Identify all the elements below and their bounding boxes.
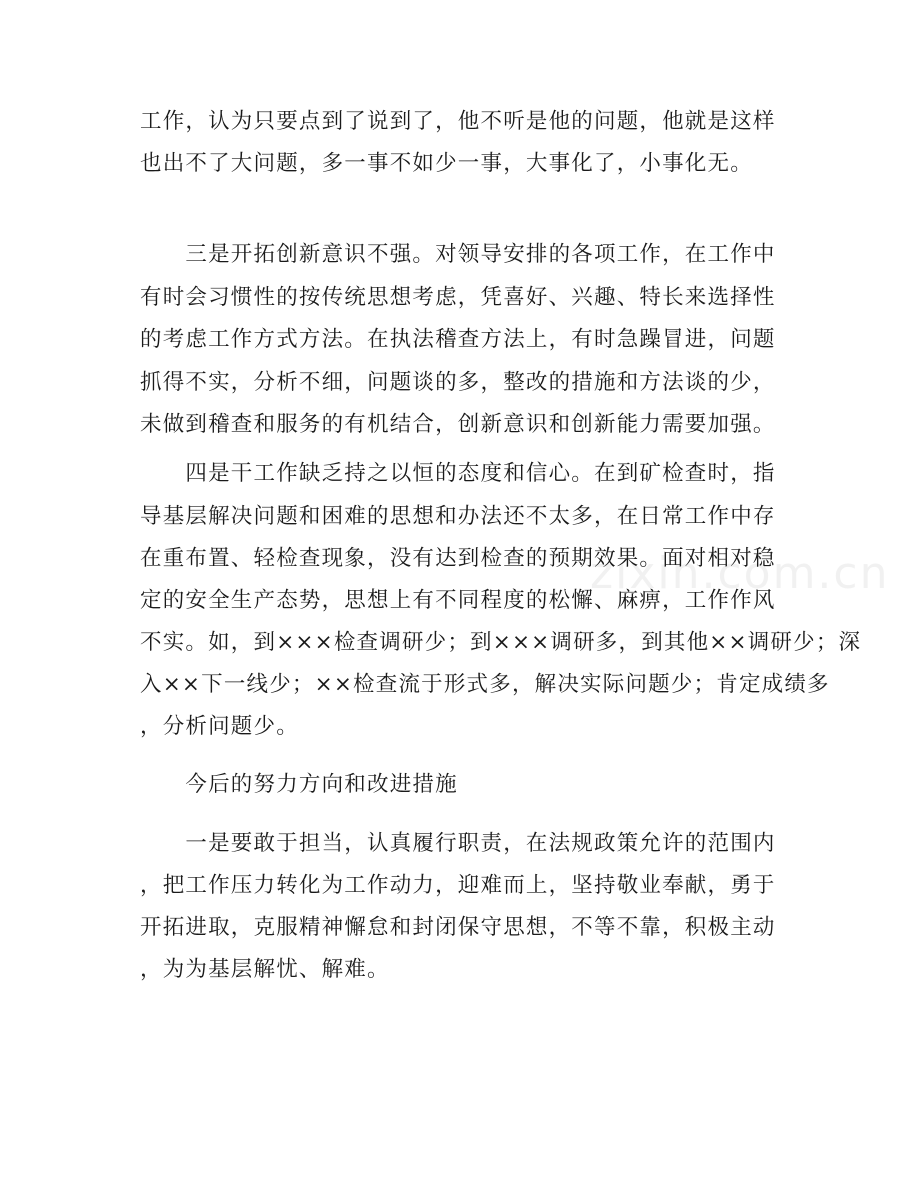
text-line: 一是要敢于担当，认真履行职责，在法规政策允许的范围内 xyxy=(140,831,776,856)
text-line: 入××下一线少；××检查流于形式多，解决实际问题少；肯定成绩多 xyxy=(140,672,830,697)
text-line: 工作，认为只要点到了说到了，他不听是他的问题，他就是这样 xyxy=(140,109,776,134)
text-line: 四是干工作缺乏持之以恒的态度和信心。在到矿检查时，指 xyxy=(140,461,776,486)
text-line: 三是开拓创新意识不强。对领导安排的各项工作，在工作中 xyxy=(140,242,776,267)
text-line: 抓得不实，分析不细，问题谈的多，整改的措施和方法谈的少， xyxy=(140,370,776,395)
text-line: ，为为基层解忧、解难。 xyxy=(140,957,390,982)
text-line: 未做到稽查和服务的有机结合，创新意识和创新能力需要加强。 xyxy=(140,412,776,437)
text-line: 在重布置、轻检查现象，没有达到检查的预期效果。面对相对稳 xyxy=(140,546,776,571)
text-line: 开拓进取，克服精神懈怠和封闭保守思想，不等不靠，积极主动 xyxy=(140,915,776,940)
text-line: 定的安全生产态势，思想上有不同程度的松懈、麻痹，工作作风 xyxy=(140,588,776,613)
text-line: 的考虑工作方式方法。在执法稽查方法上，有时急躁冒进，问题 xyxy=(140,327,776,352)
text-line: 也出不了大问题，多一事不如少一事，大事化了，小事化无。 xyxy=(140,151,753,176)
text-line: ，把工作压力转化为工作动力，迎难而上，坚持敬业奉献，勇于 xyxy=(140,873,776,898)
text-line: ，分析问题少。 xyxy=(140,714,299,739)
watermark: zixin.com.cn xyxy=(590,548,890,599)
text-line: 不实。如，到×××检查调研少；到×××调研多，到其他××调研少；深 xyxy=(140,630,862,655)
section-heading: 今后的努力方向和改进措施 xyxy=(140,772,458,797)
text-line: 导基层解决问题和困难的思想和办法还不太多，在日常工作中存 xyxy=(140,504,776,529)
text-line: 有时会习惯性的按传统思想考虑，凭喜好、兴趣、特长来选择性 xyxy=(140,285,776,310)
